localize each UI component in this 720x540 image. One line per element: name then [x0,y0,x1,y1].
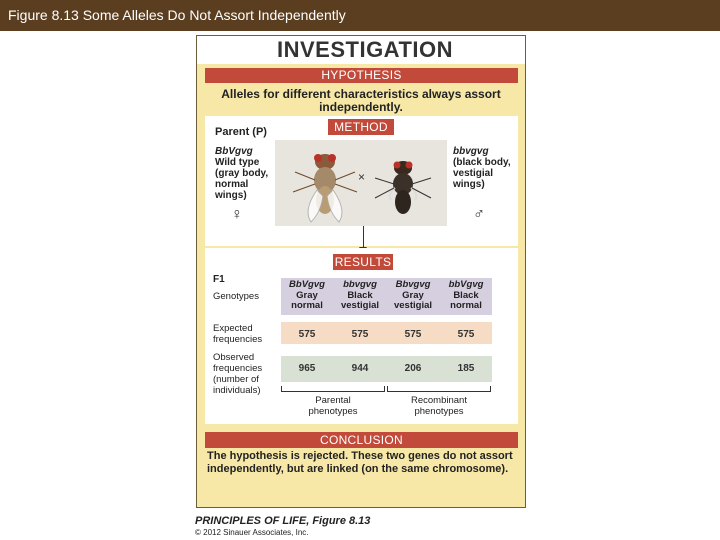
column-phenotype-2: normal [450,300,482,311]
male-line2: vestigial [453,168,494,179]
observed-label-line2: frequencies [213,363,263,374]
book-citation: PRINCIPLES OF LIFE, Figure 8.13 [195,515,371,527]
column-phenotype-1: Gray [402,289,424,301]
expected-cell: 575 [298,329,316,340]
column-genotype: Bbvgvg [395,279,431,290]
copyright-notice: © 2012 Sinauer Associates, Inc. [195,528,309,537]
recombinant-line2: phenotypes [414,405,464,417]
expected-label [213,323,262,345]
observed-label-line1: Observed [213,352,255,363]
results-banner: RESULTS [334,255,392,269]
male-symbol: ♂ [473,206,485,223]
column-genotype: BbVgvg [289,279,325,290]
conclusion-banner: CONCLUSION [205,432,518,448]
hypothesis-text: Alleles for different characteristics always assort independently. [221,87,501,114]
female-genotype: BbVgvg [215,146,253,157]
genotype-column-header [387,280,439,312]
observed-cell: 206 [404,363,422,374]
parental-bracket [281,386,385,392]
male-line3: wings) [453,179,485,190]
genotypes-label: Genotypes [213,291,259,302]
column-phenotype-2: vestigial [340,300,380,311]
investigation-heading: INVESTIGATION [197,36,525,64]
female-line1: Wild type [215,157,260,168]
expected-cell: 575 [404,329,422,340]
recombinant-phenotypes-label [387,396,491,417]
method-banner: METHOD [328,119,394,135]
parental-line2: phenotypes [308,405,358,417]
expected-cell: 575 [351,329,369,340]
female-symbol: ♀ [231,206,243,223]
recombinant-bracket [387,386,491,392]
observed-label-line4: individuals) [213,385,261,396]
genotype-column-header [334,280,386,312]
female-line3: normal [215,179,249,190]
cross-symbol: × [358,170,366,184]
parental-phenotypes-label [281,396,385,417]
column-phenotype-1: Black [453,289,479,301]
black-vestigial-fly [375,161,431,214]
wild-type-fly [293,154,357,222]
column-genotype: bbVgvg [448,279,484,290]
genotype-column-header [281,280,333,312]
male-description [453,146,511,190]
column-genotype: bbvgvg [343,279,377,290]
conclusion-text: The hypothesis is rejected. These two genes do not assort independently, but are linked (on the same chromosome). [207,450,513,475]
male-line1: (black body, [453,157,511,168]
parent-label: Parent (P) [215,126,267,138]
f1-label: F1 [213,274,225,285]
column-phenotype-2: normal [291,300,323,311]
investigation-panel [196,35,526,508]
figure-title: Figure 8.13 Some Alleles Do Not Assort Independently [0,0,720,31]
hypothesis-banner: HYPOTHESIS [205,68,518,83]
recombinant-line1: Recombinant [411,395,467,406]
column-phenotype-1: Black [347,289,373,301]
column-phenotype-2: vestigial [393,300,433,311]
observed-label-line3: (number of [213,374,259,385]
genotype-column-header [440,280,492,312]
female-description [215,146,268,201]
expected-cell: 575 [457,329,475,340]
male-genotype: bbvgvg [453,146,489,157]
observed-label [213,352,262,396]
observed-cell: 185 [457,363,475,374]
column-phenotype-1: Gray [296,289,318,301]
expected-label-line1: Expected [213,323,253,334]
expected-label-line2: frequencies [213,334,263,345]
observed-cell: 944 [351,363,369,374]
parental-line1: Parental [315,395,351,406]
observed-cell: 965 [298,363,316,374]
female-line2: (gray body, [215,168,269,179]
female-line4: wings) [215,190,247,201]
